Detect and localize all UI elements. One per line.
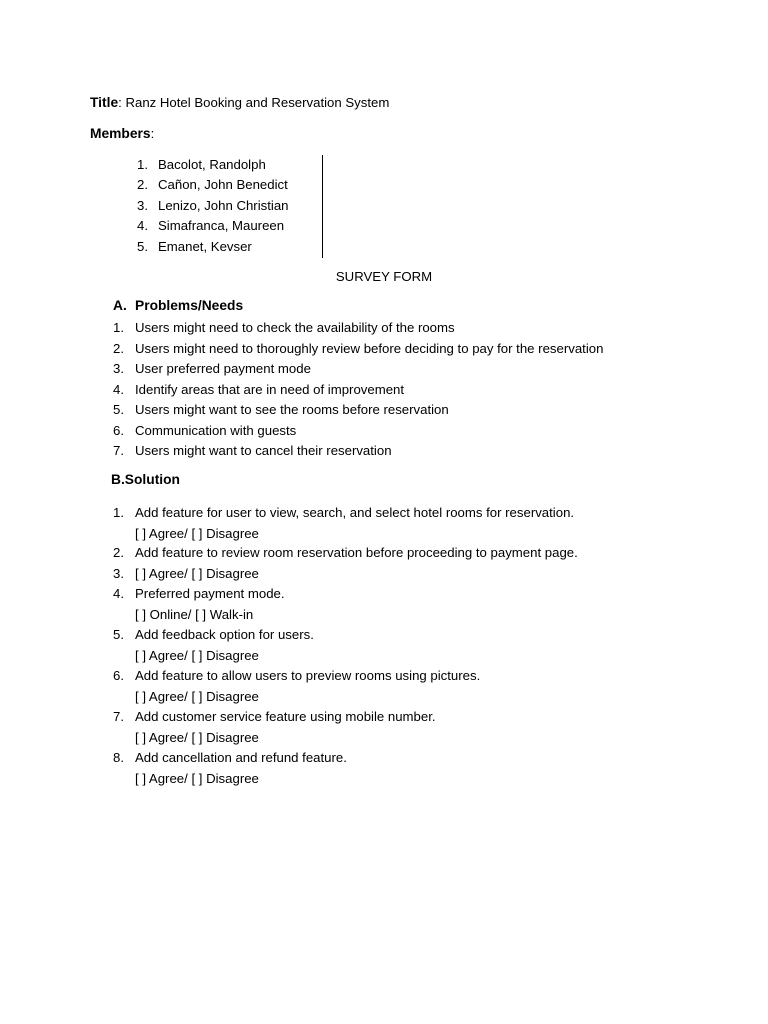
members-line [90, 124, 154, 145]
member-number: 4. [137, 218, 148, 233]
title-line [90, 93, 389, 114]
title-value: Ranz Hotel Booking and Reservation System [121, 95, 390, 110]
vertical-divider [322, 155, 323, 258]
survey-heading: SURVEY FORM [335, 269, 433, 284]
solution-number: 1. [113, 505, 124, 520]
problem-text: Users might want to see the rooms before reservation [135, 402, 449, 417]
problem-text: Users might need to check the availability of the rooms [135, 320, 455, 335]
solution-choice: [ ] Agree/ [ ] Disagree [135, 771, 259, 786]
section-a-heading [113, 298, 243, 313]
problem-number: 3. [113, 361, 124, 376]
problem-number: 4. [113, 382, 124, 397]
solution-text: Preferred payment mode. [135, 586, 285, 601]
solution-number: 5. [113, 627, 124, 642]
solution-text: Add feature to review room reservation before proceeding to payment page. [135, 545, 578, 560]
solution-choice: [ ] Agree/ [ ] Disagree [135, 689, 259, 704]
problem-text: Users might want to cancel their reservation [135, 443, 392, 458]
problem-number: 6. [113, 423, 124, 438]
problem-number: 5. [113, 402, 124, 417]
problem-text: Identify areas that are in need of improvement [135, 382, 405, 397]
solution-text: Add customer service feature using mobile number. [135, 709, 436, 724]
member-name: Bacolot, Randolph [158, 157, 266, 172]
solution-text: Add feature for user to view, search, and select hotel rooms for reservation. [135, 505, 575, 520]
member-number: 1. [137, 157, 148, 172]
problem-text: Users might need to thoroughly review before deciding to pay for the reservation [135, 341, 604, 356]
solution-choice: [ ] Agree/ [ ] Disagree [135, 526, 259, 541]
solution-number: 8. [113, 750, 124, 765]
solution-number: 4. [113, 586, 124, 601]
members-label: Members [90, 126, 151, 141]
solution-choice: [ ] Online/ [ ] Walk-in [135, 607, 254, 622]
member-number: 2. [137, 177, 148, 192]
member-number: 3. [137, 198, 148, 213]
section-a-marker: A. [113, 298, 127, 313]
solution-number: 3. [113, 566, 124, 581]
problem-number: 1. [113, 320, 124, 335]
solution-number: 7. [113, 709, 124, 724]
problem-number: 2. [113, 341, 124, 356]
title-label: Title [90, 95, 119, 110]
solution-choice: [ ] Agree/ [ ] Disagree [135, 730, 259, 745]
solution-text: Add feature to allow users to preview rooms using pictures. [135, 668, 481, 683]
solution-choice: [ ] Agree/ [ ] Disagree [135, 648, 259, 663]
section-b-heading: B.Solution [111, 472, 180, 487]
solution-number: 6. [113, 668, 124, 683]
solution-number: 2. [113, 545, 124, 560]
problem-text: User preferred payment mode [135, 361, 311, 376]
member-name: Emanet, Kevser [158, 239, 252, 254]
members-colon: : [150, 126, 155, 141]
section-a-title: Problems/Needs [135, 298, 244, 313]
problem-number: 7. [113, 443, 124, 458]
solution-choice: [ ] Agree/ [ ] Disagree [135, 566, 259, 581]
solution-text: Add cancellation and refund feature. [135, 750, 347, 765]
member-name: Cañon, John Benedict [158, 177, 288, 192]
problem-text: Communication with guests [135, 423, 297, 438]
member-number: 5. [137, 239, 148, 254]
member-name: Simafranca, Maureen [158, 218, 285, 233]
title-colon: : [118, 95, 122, 110]
member-name: Lenizo, John Christian [158, 198, 289, 213]
solution-text: Add feedback option for users. [135, 627, 314, 642]
